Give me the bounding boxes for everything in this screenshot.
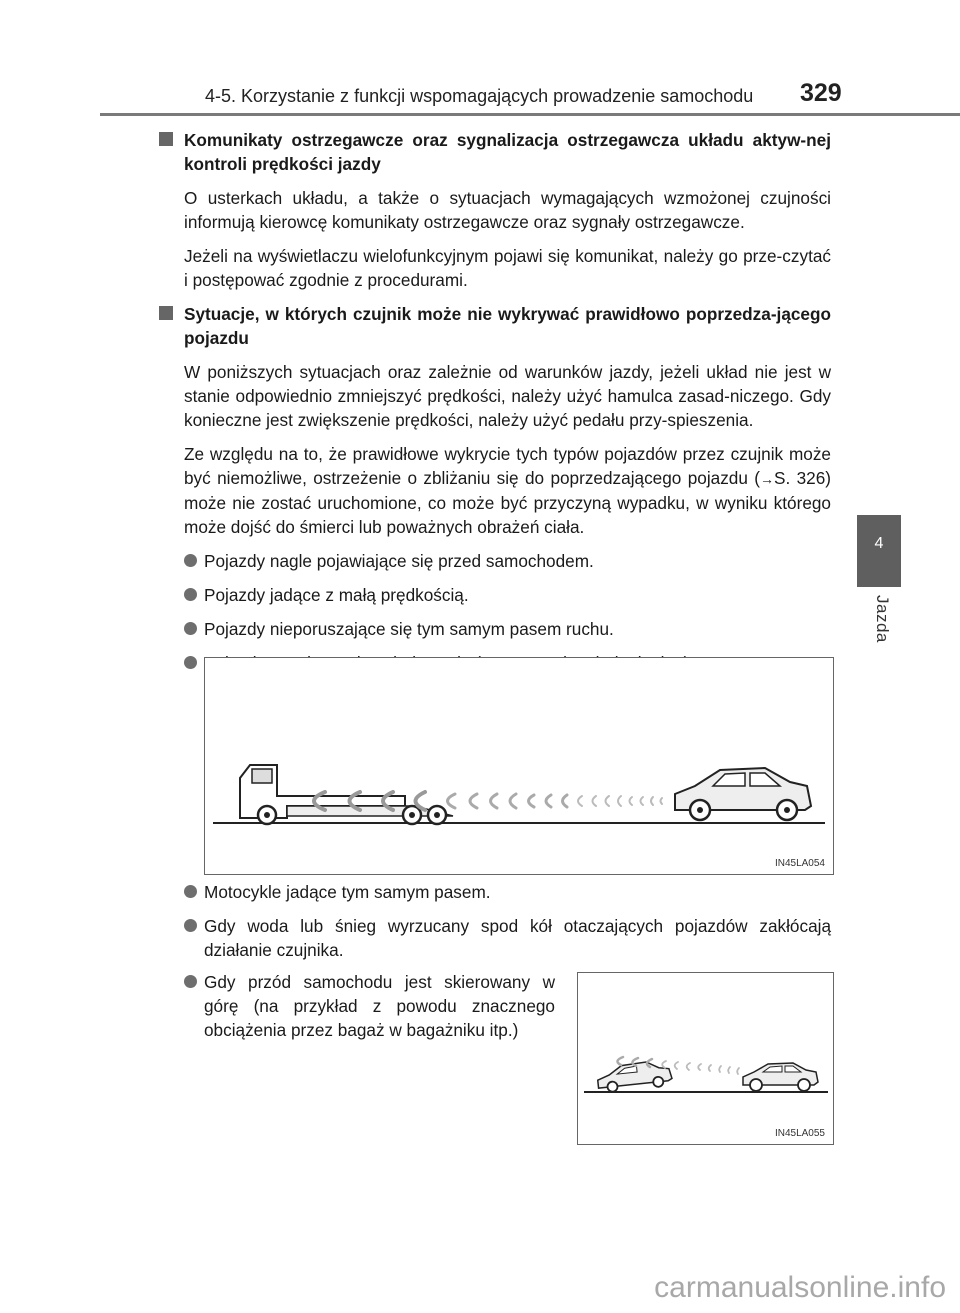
circle-bullet-icon (184, 656, 197, 669)
arrow-icon: → (760, 471, 774, 487)
list-item: Pojazdy nagle pojawiające się przed samochodem. (155, 549, 831, 573)
content-after-figure (155, 880, 831, 972)
section-heading-warnings: Komunikaty ostrzegawcze oraz sygnalizacja ostrzegawcza układu aktyw-nej kontroli prędkości jazdy (155, 128, 831, 176)
circle-bullet-icon (184, 885, 197, 898)
figure-code: IN45LA055 (774, 1128, 825, 1139)
page-number: 329 (800, 79, 842, 107)
paragraph: O usterkach układu, a także o sytuacjach wymagających wzmożonej czujności informują kierowcę komunikaty ostrzegawcze oraz sygnały ostrzegawcze. (184, 188, 831, 232)
circle-bullet-icon (184, 975, 197, 988)
page-header-title: 4-5. Korzystanie z funkcji wspomagających prowadzenie samochodu (205, 86, 754, 106)
main-content (155, 128, 831, 685)
list-item: Motocykle jadące tym samym pasem. (155, 880, 831, 904)
list-item: Gdy woda lub śnieg wyrzucany spod kół otaczających pojazdów zakłócają działanie czujnika. (155, 914, 831, 962)
chapter-side-tab[interactable] (857, 515, 901, 587)
trailer-car-illustration (205, 658, 833, 874)
figure-side-text (155, 970, 555, 1052)
section-heading-sensor: Sytuacje, w których czujnik może nie wykrywać prawidłowo poprzedza-jącego pojazdu (155, 302, 831, 350)
circle-bullet-icon (184, 622, 197, 635)
figure-nose-up-illustration (577, 972, 834, 1145)
circle-bullet-icon (184, 554, 197, 567)
watermark: carmanualsonline.info (654, 1271, 946, 1304)
figure-trailer-illustration (204, 657, 834, 875)
circle-bullet-icon (184, 588, 197, 601)
figure-code: IN45LA054 (774, 858, 825, 869)
paragraph: Jeżeli na wyświetlaczu wielofunkcyjnym pojawi się komunikat, należy go prze-czytać i postępować zgodnie z procedurami. (184, 246, 831, 290)
chapter-number: 4 (874, 535, 884, 552)
header-rule (100, 113, 960, 116)
list-item: Pojazdy jadące z małą prędkością. (155, 583, 831, 607)
list-item: Gdy przód samochodu jest skierowany w górę (na przykład z powodu znacznego obciążenia przez bagaż w bagażniku itp.) (155, 970, 555, 1042)
square-bullet-icon (159, 132, 173, 146)
paragraph-with-reference: Ze względu na to, że prawidłowe wykrycie tych typów pojazdów przez czujnik może być niemożliwe, ostrzeżenie o zbliżaniu się do poprzedzającego pojazdu (→S. 326) może nie zostać uruchomione, co może być przyczyną wypadku, w wyniku którego może dojść do śmierci lub poważnych obrażeń ciała. (184, 444, 831, 537)
list-item: Pojazdy nieporuszające się tym samym pasem ruchu. (155, 617, 831, 641)
nose-up-car-illustration (578, 973, 833, 1144)
circle-bullet-icon (184, 919, 197, 932)
chapter-side-label: Jazda (873, 595, 892, 643)
square-bullet-icon (159, 306, 173, 320)
paragraph: W poniższych sytuacjach oraz zależnie od warunków jazdy, jeżeli układ nie jest w stanie odpowiednio zmniejszyć prędkości, należy użyć hamulca zasad-niczego. Gdy konieczne jest zwiększenie prędkości, należy użyć pedału przy-spieszenia. (184, 362, 831, 430)
